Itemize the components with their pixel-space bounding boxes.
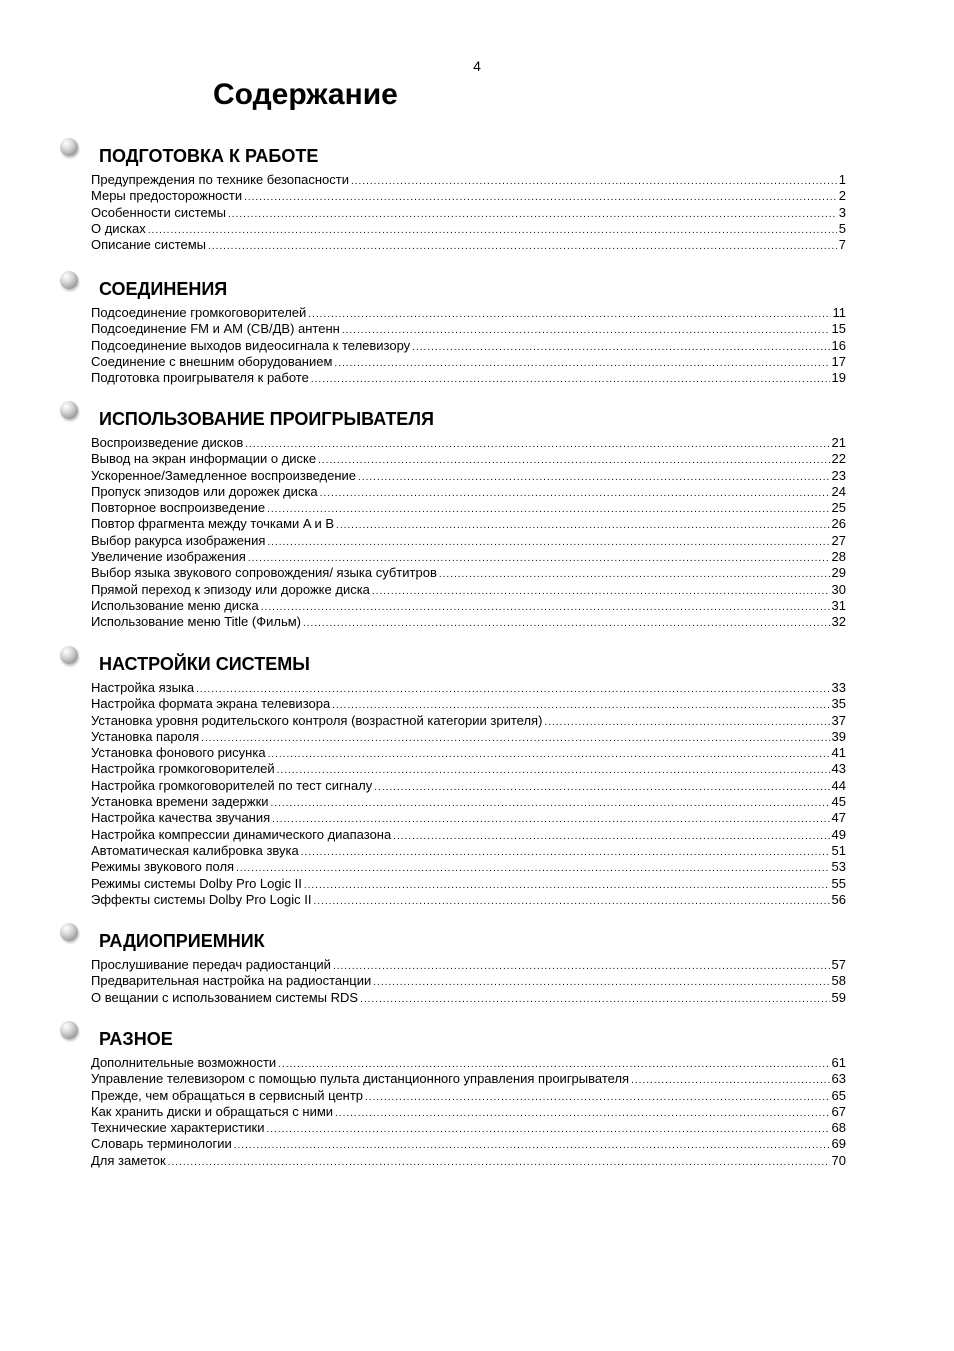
dot-leader: [278, 1057, 829, 1071]
toc-entry: [91, 1120, 846, 1136]
toc-entry-page: 58: [831, 973, 846, 989]
toc-entry: [91, 1088, 846, 1104]
toc-entry-page: 70: [831, 1152, 846, 1168]
toc-entry-page: 56: [831, 891, 846, 907]
dot-leader: [303, 616, 830, 630]
dot-leader: [439, 567, 830, 581]
toc-entry: [91, 827, 846, 843]
toc-list: [91, 305, 846, 386]
section-header: [0, 654, 954, 680]
toc-entry-page: 35: [831, 696, 846, 712]
toc-entry: [91, 843, 846, 859]
toc-entry-label: Прямой переход к эпизоду или дорожке диска: [91, 581, 370, 597]
sphere-bullet-icon: [60, 401, 78, 419]
toc-entry: [91, 614, 846, 630]
toc-entry: [91, 1153, 846, 1169]
toc-entry-page: 29: [831, 565, 846, 581]
toc-entry-page: 47: [831, 810, 846, 826]
toc-entry-page: 25: [831, 500, 846, 516]
dot-leader: [266, 1122, 829, 1136]
section-title: НАСТРОЙКИ СИСТЕМЫ: [99, 654, 310, 674]
toc-entry: [91, 305, 846, 321]
dot-leader: [236, 861, 829, 875]
dot-leader: [335, 1106, 830, 1120]
toc-entry-page: 2: [838, 188, 846, 204]
dot-leader: [342, 323, 830, 337]
toc-section: [0, 931, 954, 1006]
page-number: 4: [473, 58, 481, 74]
toc-entry: [91, 957, 846, 973]
toc-entry: [91, 729, 846, 745]
toc-entry: [91, 696, 846, 712]
toc-entry: [91, 1055, 846, 1071]
section-title: РАДИОПРИЕМНИК: [99, 931, 265, 951]
section-title: РАЗНОЕ: [99, 1029, 173, 1049]
toc-entry-label: Установка времени задержки: [91, 794, 269, 810]
dot-leader: [358, 470, 829, 484]
toc-list: [91, 957, 846, 1006]
toc-entry-page: 31: [831, 597, 846, 613]
toc-entry-label: Пропуск эпизодов или дорожек диска: [91, 483, 318, 499]
toc-entry-label: Дополнительные возможности: [91, 1055, 277, 1070]
toc-entry: [91, 1071, 846, 1087]
toc-entry: [91, 778, 846, 794]
dot-leader: [234, 1138, 830, 1152]
toc-entry: [91, 451, 846, 467]
section-title: ПОДГОТОВКА К РАБОТЕ: [99, 146, 319, 166]
dot-leader: [351, 174, 837, 188]
toc-entry: [91, 516, 846, 532]
toc-entry-page: 24: [831, 483, 846, 499]
toc-entry-label: Режимы системы Dolby Pro Logic II: [91, 875, 302, 891]
toc-entry-page: 26: [831, 516, 846, 532]
section-header: [0, 931, 954, 957]
toc-entry: [91, 172, 846, 188]
toc-list: [91, 680, 846, 908]
toc-entry-label: Воспроизведение дисков: [91, 435, 244, 450]
toc-entry-label: Меры предосторожности: [91, 188, 243, 204]
section-header: [0, 409, 954, 435]
toc-entry: [91, 338, 846, 354]
dot-leader: [267, 535, 829, 549]
dot-leader: [374, 780, 829, 794]
toc-entry: [91, 1104, 846, 1120]
toc-section: [0, 1029, 954, 1169]
toc-entry: [91, 598, 846, 614]
dot-leader: [544, 715, 829, 729]
toc-entry: [91, 237, 846, 253]
sphere-bullet-icon: [60, 138, 78, 156]
dot-leader: [320, 486, 830, 500]
toc-entry-label: Повторное воспроизведение: [91, 500, 266, 516]
toc-entry-page: 16: [831, 337, 846, 353]
toc-entry-label: Автоматическая калибровка звука: [91, 842, 299, 858]
section-header: [0, 1029, 954, 1055]
dot-leader: [393, 829, 829, 843]
toc-entry-label: Подсоединение выходов видеосигнала к телевизору: [91, 337, 411, 353]
dot-leader: [373, 975, 829, 989]
toc-entry-label: Прежде, чем обращаться в сервисный центр: [91, 1087, 364, 1103]
toc-list: [91, 172, 846, 253]
toc-entry-label: Режимы звукового поля: [91, 859, 235, 875]
toc-entry: [91, 794, 846, 810]
toc-entry-page: 37: [831, 712, 846, 728]
toc-entry: [91, 892, 846, 908]
toc-entry: [91, 188, 846, 204]
toc-entry: [91, 859, 846, 875]
toc-entry: [91, 468, 846, 484]
dot-leader: [308, 307, 830, 321]
toc-entry-page: 44: [831, 777, 846, 793]
page-title: Содержание: [213, 78, 398, 111]
toc-entry-page: 43: [831, 761, 846, 777]
toc-entry-page: 7: [838, 237, 846, 253]
toc-entry-label: Особенности системы: [91, 204, 227, 220]
dot-leader: [228, 207, 837, 221]
dot-leader: [360, 992, 829, 1006]
dot-leader: [334, 356, 829, 370]
toc-entry-page: 68: [831, 1120, 846, 1136]
toc-entry-label: Соединение с внешним оборудованием: [91, 353, 333, 369]
dot-leader: [272, 812, 829, 826]
toc-section: [0, 279, 954, 386]
toc-entry-page: 1: [838, 172, 846, 187]
sphere-bullet-icon: [60, 923, 78, 941]
dot-leader: [365, 1090, 829, 1104]
toc-entry: [91, 205, 846, 221]
toc-entry-page: 57: [831, 957, 846, 972]
toc-entry-page: 32: [831, 614, 846, 630]
toc-entry: [91, 582, 846, 598]
dot-leader: [148, 223, 837, 237]
toc-entry: [91, 533, 846, 549]
toc-entry: [91, 500, 846, 516]
toc-entry-label: Использование меню диска: [91, 597, 259, 613]
toc-entry: [91, 354, 846, 370]
toc-section: [0, 146, 954, 253]
toc-entry: [91, 321, 846, 337]
toc-entry-label: О дисках: [91, 220, 146, 236]
section-title: ИСПОЛЬЗОВАНИЕ ПРОИГРЫВАТЕЛЯ: [99, 409, 434, 429]
dot-leader: [245, 437, 829, 451]
toc-entry: [91, 435, 846, 451]
toc-entry-page: 41: [831, 745, 846, 761]
toc-entry-label: Повтор фрагмента между точками A и B: [91, 516, 335, 532]
section-header: [0, 146, 954, 172]
dot-leader: [336, 518, 829, 532]
dot-leader: [333, 959, 830, 973]
toc-entry-label: Технические характеристики: [91, 1120, 265, 1136]
toc-entry-page: 22: [831, 451, 846, 467]
toc-entry-label: Настройка формата экрана телевизора: [91, 696, 331, 712]
dot-leader: [201, 731, 829, 745]
dot-leader: [631, 1073, 829, 1087]
dot-leader: [301, 845, 830, 859]
toc-entry: [91, 876, 846, 892]
section-header: [0, 279, 954, 305]
toc-entry-label: Словарь терминологии: [91, 1136, 232, 1152]
toc-entry-label: Подготовка проигрывателя к работе: [91, 370, 309, 386]
toc-entry-label: Настройка громкоговорителей: [91, 761, 275, 777]
toc-entry-page: 15: [831, 321, 846, 337]
toc-entry-label: Ускоренное/Замедленное воспроизведение: [91, 467, 357, 483]
toc-entry-page: 39: [831, 728, 846, 744]
toc-entry: [91, 745, 846, 761]
dot-leader: [271, 796, 830, 810]
toc-list: [91, 435, 846, 631]
toc-entry-label: Установка уровня родительского контроля (возрастной категории зрителя): [91, 712, 543, 728]
toc-entry-page: 3: [838, 204, 846, 220]
toc-entry-page: 17: [831, 353, 846, 369]
toc-entry-page: 69: [831, 1136, 846, 1152]
toc-entry-page: 65: [831, 1087, 846, 1103]
toc-entry: [91, 810, 846, 826]
sphere-bullet-icon: [60, 1021, 78, 1039]
toc-entry-page: 30: [831, 581, 846, 597]
toc-entry-label: О вещании с использованием системы RDS: [91, 989, 359, 1005]
toc-entry-label: Предварительная настройка на радиостанции: [91, 973, 372, 989]
dot-leader: [208, 239, 837, 253]
toc-entry-page: 27: [831, 532, 846, 548]
toc-entry: [91, 973, 846, 989]
toc-entry-label: Вывод на экран информации о диске: [91, 451, 317, 467]
sphere-bullet-icon: [60, 646, 78, 664]
toc-section: [0, 654, 954, 908]
dot-leader: [168, 1155, 830, 1169]
dot-leader: [304, 878, 830, 892]
toc-entry-page: 59: [831, 989, 846, 1005]
toc-entry: [91, 990, 846, 1006]
toc-entry-label: Для заметок: [91, 1152, 166, 1168]
toc-entry-page: 55: [831, 875, 846, 891]
dot-leader: [248, 551, 830, 565]
toc-entry-page: 19: [831, 370, 846, 386]
toc-entry-page: 28: [831, 549, 846, 565]
toc-entry-page: 45: [831, 794, 846, 810]
toc-entry: [91, 565, 846, 581]
toc-entry-label: Установка пароля: [91, 728, 200, 744]
toc-entry: [91, 370, 846, 386]
toc-entry-label: Описание системы: [91, 237, 207, 253]
dot-leader: [332, 698, 829, 712]
toc-entry-label: Подсоединение громкоговорителей: [91, 305, 307, 320]
toc-entry-label: Управление телевизором с помощью пульта дистанционного управления проигрывателя: [91, 1071, 630, 1087]
toc-entry-label: Настройка языка: [91, 680, 195, 695]
toc-entry: [91, 221, 846, 237]
toc-entry-page: 49: [831, 826, 846, 842]
toc-entry-page: 63: [831, 1071, 846, 1087]
toc-section: [0, 409, 954, 631]
dot-leader: [268, 747, 830, 761]
toc-entry-page: 11: [832, 305, 846, 320]
toc-entry-label: Предупреждения по технике безопасности: [91, 172, 349, 187]
toc-entry-label: Настройка громкоговорителей по тест сигналу: [91, 777, 373, 793]
toc-entry-label: Настройка качества звучания: [91, 810, 271, 826]
dot-leader: [318, 453, 829, 467]
toc-entry: [91, 484, 846, 500]
toc-list: [91, 1055, 846, 1169]
dot-leader: [261, 600, 830, 614]
toc-entry-label: Эффекты системы Dolby Pro Logic II: [91, 891, 312, 907]
toc-entry-page: 51: [831, 842, 846, 858]
toc-entry: [91, 680, 846, 696]
toc-entry-page: 21: [831, 435, 846, 450]
toc-entry-page: 53: [831, 859, 846, 875]
dot-leader: [314, 894, 830, 908]
toc-entry-page: 5: [838, 220, 846, 236]
toc-entry-label: Как хранить диски и обращаться с ними: [91, 1103, 334, 1119]
dot-leader: [196, 682, 829, 696]
toc-entry-label: Увеличение изображения: [91, 549, 246, 565]
toc-entry-label: Выбор ракурса изображения: [91, 532, 266, 548]
toc-entry-page: 61: [831, 1055, 846, 1070]
toc-entry-label: Выбор языка звукового сопровождения/ языка субтитров: [91, 565, 437, 581]
dot-leader: [277, 763, 830, 777]
dot-leader: [372, 584, 830, 598]
dot-leader: [412, 340, 829, 354]
dot-leader: [311, 372, 830, 386]
toc-entry-label: Установка фонового рисунка: [91, 745, 266, 761]
dot-leader: [267, 502, 829, 516]
toc-entry: [91, 1136, 846, 1152]
toc-entry-label: Настройка компрессии динамического диапазона: [91, 826, 392, 842]
section-title: СОЕДИНЕНИЯ: [99, 279, 228, 299]
toc-entry-page: 23: [831, 467, 846, 483]
toc-entry: [91, 713, 846, 729]
toc-entry-label: Использование меню Title (Фильм): [91, 614, 301, 630]
sphere-bullet-icon: [60, 271, 78, 289]
dot-leader: [244, 190, 837, 204]
toc-entry-label: Прослушивание передач радиостанций: [91, 957, 331, 972]
toc-entry-page: 33: [831, 680, 846, 695]
toc-entry-label: Подсоединение FM и AM (СВ/ДВ) антенн: [91, 321, 340, 337]
toc-entry-page: 67: [831, 1103, 846, 1119]
toc-entry: [91, 761, 846, 777]
toc-entry: [91, 549, 846, 565]
